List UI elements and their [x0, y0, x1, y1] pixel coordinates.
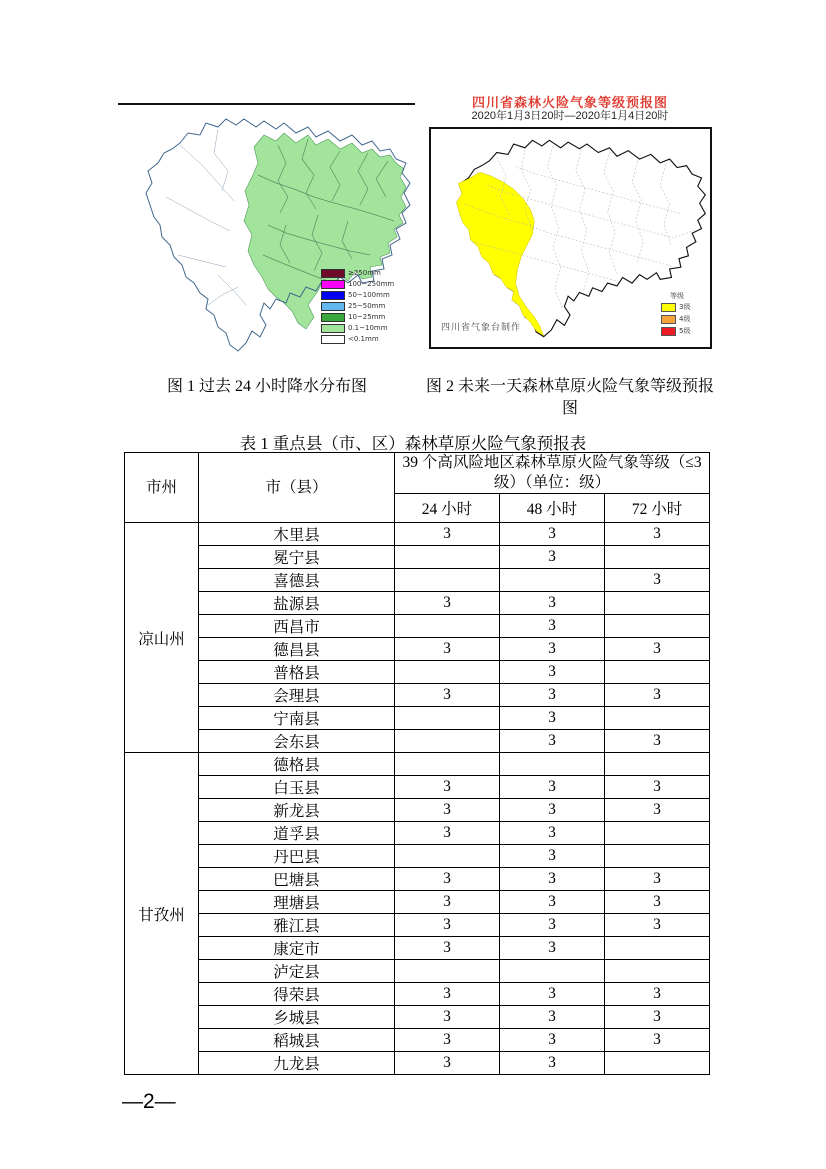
legend-label: <0.1mm — [348, 335, 379, 343]
table-row — [125, 822, 710, 845]
risk-value-cell — [395, 960, 500, 983]
table-row — [125, 592, 710, 615]
risk-value-cell: 3 — [395, 937, 500, 960]
precip-swatch — [321, 291, 345, 300]
county-cell: 冕宁县 — [199, 546, 395, 569]
risk-value-cell: 3 — [605, 684, 710, 707]
risk-value-cell: 3 — [500, 1029, 605, 1052]
risk-value-cell: 3 — [500, 868, 605, 891]
figure1-caption: 图 1 过去 24 小时降水分布图 — [166, 378, 367, 395]
table-row — [125, 914, 710, 937]
risk-value-cell: 3 — [500, 776, 605, 799]
risk-value-cell — [605, 615, 710, 638]
county-cell: 普格县 — [199, 661, 395, 684]
region-cell: 甘孜州 — [125, 753, 199, 1075]
risk-value-cell — [395, 569, 500, 592]
county-cell: 德昌县 — [199, 638, 395, 661]
risk-value-cell: 3 — [500, 730, 605, 753]
page-number: —2— — [122, 1090, 176, 1113]
precip-swatch — [321, 269, 345, 278]
column-subheader: 24 小时 — [395, 494, 500, 523]
legend-item — [661, 325, 703, 337]
fire-risk-map-figure — [427, 96, 713, 364]
risk-value-cell: 3 — [605, 638, 710, 661]
risk-value-cell: 3 — [395, 868, 500, 891]
table-row — [125, 776, 710, 799]
region-cell: 凉山州 — [125, 523, 199, 753]
table-row — [125, 937, 710, 960]
column-header-county: 市（县） — [199, 453, 395, 523]
risk-value-cell — [395, 661, 500, 684]
precip-swatch — [321, 335, 345, 344]
table-row — [125, 753, 710, 776]
risk-value-cell: 3 — [395, 983, 500, 1006]
county-cell: 乡城县 — [199, 1006, 395, 1029]
risk-value-cell: 3 — [395, 1006, 500, 1029]
county-cell: 康定市 — [199, 937, 395, 960]
table-row — [125, 983, 710, 1006]
risk-value-cell: 3 — [605, 799, 710, 822]
legend-label: 4级 — [679, 314, 691, 323]
risk-value-cell — [605, 546, 710, 569]
county-cell: 会东县 — [199, 730, 395, 753]
table-row — [125, 707, 710, 730]
county-cell: 喜德县 — [199, 569, 395, 592]
table-row — [125, 615, 710, 638]
precip-legend — [321, 268, 415, 345]
risk-value-cell — [605, 661, 710, 684]
risk-value-cell: 3 — [500, 1006, 605, 1029]
risk-value-cell: 3 — [395, 799, 500, 822]
risk-value-cell: 3 — [395, 592, 500, 615]
fire-swatch — [661, 303, 676, 312]
table-row — [125, 569, 710, 592]
county-cell: 巴塘县 — [199, 868, 395, 891]
legend-label: ≥250mm — [348, 269, 381, 277]
table-row — [125, 546, 710, 569]
legend-label: 100~250mm — [348, 280, 395, 288]
risk-value-cell — [395, 546, 500, 569]
risk-value-cell — [605, 707, 710, 730]
risk-value-cell: 3 — [605, 914, 710, 937]
risk-value-cell: 3 — [605, 523, 710, 546]
risk-value-cell: 3 — [605, 776, 710, 799]
risk-value-cell: 3 — [395, 776, 500, 799]
risk-value-cell: 3 — [605, 891, 710, 914]
risk-value-cell: 3 — [395, 1052, 500, 1075]
legend-label: 10~25mm — [348, 313, 386, 321]
column-header-region: 市州 — [125, 453, 199, 523]
risk-value-cell — [500, 753, 605, 776]
risk-value-cell — [605, 937, 710, 960]
risk-value-cell: 3 — [500, 891, 605, 914]
legend-item — [321, 312, 415, 323]
county-cell: 宁南县 — [199, 707, 395, 730]
fire-risk-table — [124, 452, 710, 1075]
table-row — [125, 1006, 710, 1029]
fire-swatch — [661, 327, 676, 336]
risk-value-cell: 3 — [500, 1052, 605, 1075]
risk-value-cell: 3 — [395, 1029, 500, 1052]
column-header-group: 39 个高风险地区森林草原火险气象等级（≤3 级）（单位：级） — [395, 453, 710, 494]
county-cell: 九龙县 — [199, 1052, 395, 1075]
legend-item — [321, 290, 415, 301]
legend-label: 3级 — [679, 302, 691, 311]
risk-value-cell: 3 — [500, 684, 605, 707]
risk-value-cell: 3 — [395, 822, 500, 845]
legend-item — [321, 323, 415, 334]
risk-value-cell: 3 — [500, 799, 605, 822]
column-subheader: 48 小时 — [500, 494, 605, 523]
map-credit: 四川省气象台制作 — [441, 322, 522, 332]
risk-value-cell — [395, 845, 500, 868]
table-row — [125, 891, 710, 914]
table-row — [125, 523, 710, 546]
county-cell: 丹巴县 — [199, 845, 395, 868]
table-row — [125, 799, 710, 822]
risk-value-cell: 3 — [500, 914, 605, 937]
county-cell: 西昌市 — [199, 615, 395, 638]
risk-value-cell: 3 — [395, 684, 500, 707]
fire-swatch — [661, 315, 676, 324]
legend-label: 0.1~10mm — [348, 324, 388, 332]
county-cell: 理塘县 — [199, 891, 395, 914]
risk-value-cell: 3 — [500, 845, 605, 868]
risk-value-cell: 3 — [605, 983, 710, 1006]
risk-value-cell: 3 — [500, 592, 605, 615]
county-cell: 稻城县 — [199, 1029, 395, 1052]
risk-value-cell — [605, 960, 710, 983]
table-row — [125, 1052, 710, 1075]
risk-value-cell: 3 — [500, 615, 605, 638]
risk-value-cell: 3 — [395, 914, 500, 937]
risk-value-cell — [395, 753, 500, 776]
risk-value-cell — [500, 569, 605, 592]
figure2-caption: 图 2 未来一天森林草原火险气象等级预报图 — [425, 378, 714, 417]
risk-value-cell — [395, 730, 500, 753]
legend-item — [661, 301, 703, 313]
risk-value-cell: 3 — [500, 983, 605, 1006]
county-cell: 得荣县 — [199, 983, 395, 1006]
risk-value-cell: 3 — [605, 868, 710, 891]
precip-swatch — [321, 313, 345, 322]
legend-label: 25~50mm — [348, 302, 386, 310]
legend-item — [661, 313, 703, 325]
risk-value-cell: 3 — [500, 638, 605, 661]
legend-item — [321, 279, 415, 290]
county-cell: 道孚县 — [199, 822, 395, 845]
fire-map-title: 四川省森林火险气象等级预报图 — [471, 95, 668, 110]
risk-value-cell: 3 — [500, 546, 605, 569]
column-subheader: 72 小时 — [605, 494, 710, 523]
precip-swatch — [321, 324, 345, 333]
county-cell: 木里县 — [199, 523, 395, 546]
county-cell: 新龙县 — [199, 799, 395, 822]
table-row — [125, 868, 710, 891]
risk-value-cell — [605, 1052, 710, 1075]
table-title: 表 1 重点县（市、区）森林草原火险气象预报表 — [239, 434, 587, 453]
risk-value-cell: 3 — [500, 822, 605, 845]
risk-value-cell: 3 — [500, 707, 605, 730]
legend-item — [321, 301, 415, 312]
risk-value-cell — [500, 960, 605, 983]
risk-value-cell: 3 — [395, 891, 500, 914]
table-row — [125, 684, 710, 707]
fire-legend-title: 等级 — [670, 292, 684, 300]
county-cell: 泸定县 — [199, 960, 395, 983]
risk-value-cell — [395, 707, 500, 730]
precipitation-map-figure — [118, 96, 416, 364]
county-cell: 雅江县 — [199, 914, 395, 937]
precip-swatch — [321, 302, 345, 311]
county-cell: 白玉县 — [199, 776, 395, 799]
risk-value-cell: 3 — [500, 937, 605, 960]
county-cell: 盐源县 — [199, 592, 395, 615]
table-row — [125, 730, 710, 753]
risk-value-cell — [605, 822, 710, 845]
risk-value-cell: 3 — [395, 523, 500, 546]
risk-value-cell: 3 — [605, 730, 710, 753]
risk-value-cell: 3 — [605, 1029, 710, 1052]
risk-value-cell: 3 — [605, 569, 710, 592]
risk-value-cell: 3 — [500, 523, 605, 546]
legend-item — [321, 334, 415, 345]
risk-value-cell: 3 — [395, 638, 500, 661]
county-cell: 会理县 — [199, 684, 395, 707]
legend-label: 50~100mm — [348, 291, 390, 299]
table-row — [125, 638, 710, 661]
fire-legend — [661, 292, 703, 337]
risk-value-cell: 3 — [500, 661, 605, 684]
fire-map-frame — [429, 127, 712, 349]
precip-swatch — [321, 280, 345, 289]
table-row — [125, 960, 710, 983]
risk-value-cell — [605, 845, 710, 868]
risk-value-cell — [395, 615, 500, 638]
risk-value-cell: 3 — [605, 1006, 710, 1029]
risk-value-cell — [605, 592, 710, 615]
fire-map-date-range: 2020年1月3日20时—2020年1月4日20时 — [471, 110, 669, 122]
table-row — [125, 1029, 710, 1052]
table-row — [125, 845, 710, 868]
legend-label: 5级 — [679, 326, 691, 335]
legend-item — [321, 268, 415, 279]
county-cell: 德格县 — [199, 753, 395, 776]
table-row — [125, 661, 710, 684]
risk-value-cell — [605, 753, 710, 776]
